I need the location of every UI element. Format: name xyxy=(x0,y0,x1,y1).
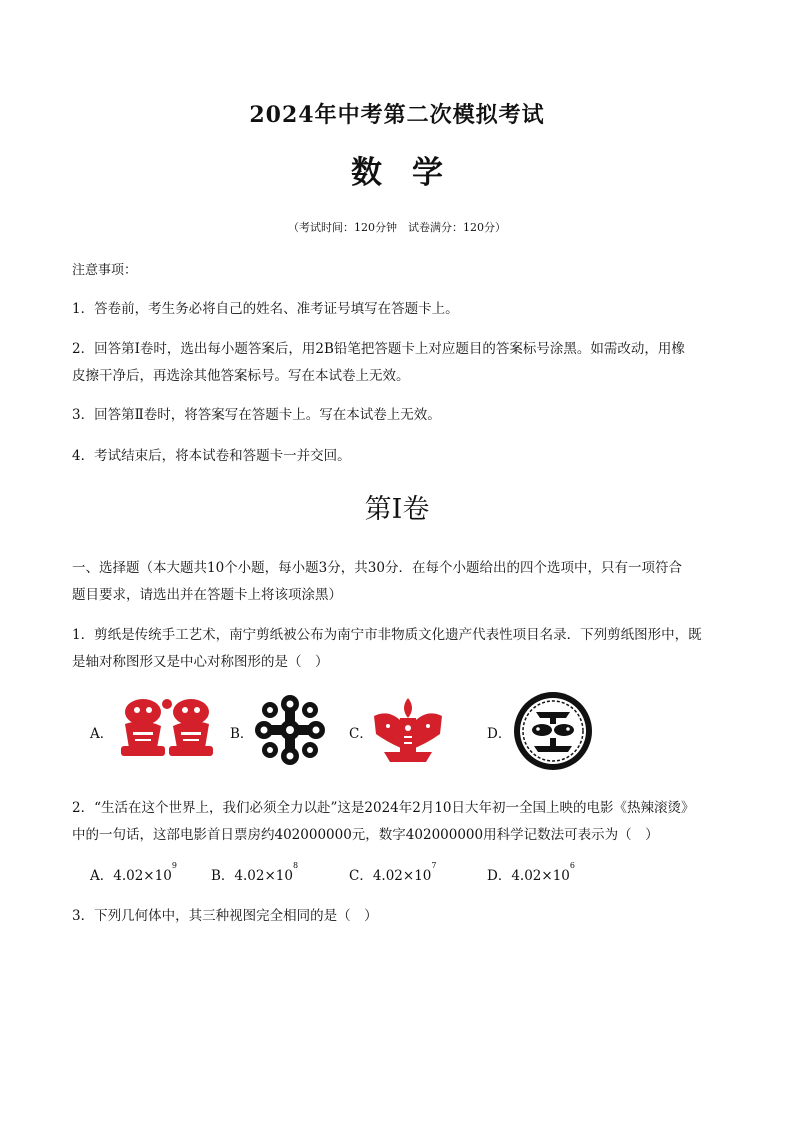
q1-stem-line1: 1．剪纸是传统手工艺术，南宁剪纸被公布为南宁市非物质文化遗产代表性项目名录．下列剪纸图形中，既 xyxy=(72,627,702,643)
q1-option-d-label: D． xyxy=(487,726,512,742)
notice-item-4: 4．考试结束后，将本试卷和答题卡一并交回。 xyxy=(72,448,351,464)
q2-stem-line2: 中的一句话，这部电影首日票房约402000000元，数字402000000用科学记数法可表示为（ ） xyxy=(72,827,659,843)
exam-info: （考试时间：120分钟 试卷满分：120分） xyxy=(288,221,506,234)
exam-title: 2024年中考第二次模拟考试 xyxy=(249,102,545,128)
papercut-flower-pattern-figure xyxy=(252,692,328,768)
notice-heading: 注意事项： xyxy=(72,263,138,278)
q3-stem-line1: 3．下列几何体中，其三种视图完全相同的是（ ） xyxy=(72,908,378,924)
q2-option-a: A．$4.02\times 10^9$ xyxy=(90,861,177,884)
q2-option-d: D．$4.02\times 10^6$ xyxy=(487,861,575,884)
papercut-round-fish-figure xyxy=(512,690,594,772)
subject-title: 数学 xyxy=(351,155,473,191)
volume-title: 第Ⅰ卷 xyxy=(364,494,430,525)
section-heading-line1: 一、选择题（本大题共10个小题，每小题3分，共30分．在每个小题给出的四个选项中，只有一项符合 xyxy=(72,560,682,576)
notice-item-3: 3．回答第Ⅱ卷时，将答案写在答题卡上。写在本试卷上无效。 xyxy=(72,407,441,423)
section-heading-line2: 题目要求，请选出并在答题卡上将该项涂黑） xyxy=(72,587,342,603)
q1-options xyxy=(72,690,732,774)
q1-stem-line2: 是轴对称图形又是中心对称图形的是（ ） xyxy=(72,654,329,670)
notice-item-2: 2．回答第Ⅰ卷时，选出每小题答案后，用2B铅笔把答题卡上对应题目的答案标号涂黑。如需改动，用橡 xyxy=(72,341,685,357)
q1-option-c-label: C． xyxy=(349,726,373,742)
q2-stem-line1: 2．“生活在这个世界上，我们必须全力以赴”这是2024年2月10日大年初一全国上映的电影《热辣滚烫》 xyxy=(72,800,695,816)
q1-option-a-label: A． xyxy=(90,726,114,742)
papercut-birds-figure xyxy=(370,694,446,764)
notice-item-1: 1．答卷前，考生务必将自己的姓名、准考证号填写在答题卡上。 xyxy=(72,301,459,317)
q2-option-b: B．$4.02\times 10^8$ xyxy=(211,861,299,884)
notice-item-2-cont: 皮擦干净后，再选涂其他答案标号。写在本试卷上无效。 xyxy=(72,368,410,384)
q2-option-c: C．$4.02\times 10^7$ xyxy=(349,861,437,884)
papercut-lions-figure xyxy=(117,696,217,758)
q1-option-b-label: B． xyxy=(230,726,254,742)
